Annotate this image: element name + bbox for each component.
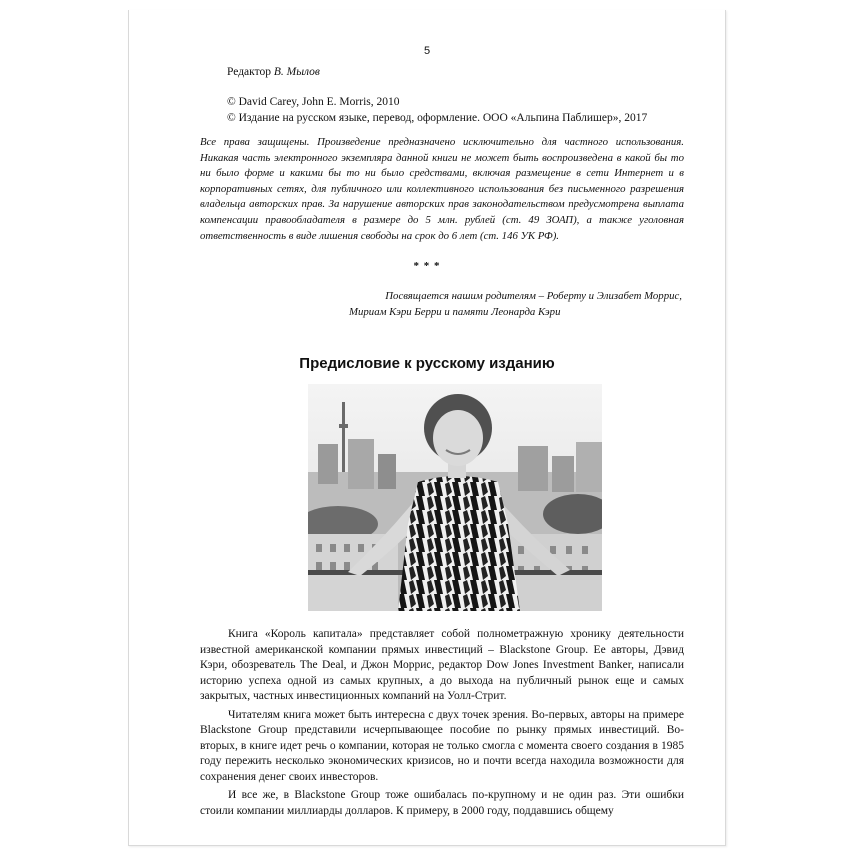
editor-credit: [227, 66, 320, 78]
copyright-line-publisher: © Издание на русском языке, перевод, оформление. ООО «Альпина Паблишер», 2017: [227, 112, 648, 124]
section-separator: * * *: [413, 260, 441, 272]
editor-label: Редактор: [227, 66, 271, 78]
paragraph-3: И все же, в Blackstone Group тоже ошибалась по-крупному и не один раз. Эти ошибки стоили компании миллиарды долларов. К примеру, в 2000 году, поддавшись общему: [200, 789, 684, 817]
editor-name: В. Мылов: [273, 66, 320, 78]
preface-body: [200, 627, 684, 822]
dedication: [309, 289, 682, 320]
copyright-line-authors: © David Carey, John E. Morris, 2010: [227, 96, 400, 108]
dedication-line-1: Посвящается нашим родителям – Роберту и Элизабет Моррис,: [385, 290, 682, 302]
section-title: Предисловие к русскому изданию: [299, 355, 555, 372]
document-page: [128, 10, 726, 846]
rights-notice: Все права защищены. Произведение предназначено исключительно для частного использования. Никакая часть электронного экземпляра данной книги не может быть воспроизведена в какой бы то ни было форме и какими бы то ни было средствами, включая размещение в сети Интернет и в корпоративных сетях, для публичного или коллективного использования без письменного разрешения владельца авторских прав. За нарушение авторских прав законодательством предусмотрена выплата компенсации правообладателя в размере до 5 млн. рублей (ст. 49 ЗОАП), а также уголовная ответственность в виде лишения свободы на срок до 6 лет (ст. 146 УК РФ).: [200, 136, 684, 242]
paragraph-2: Читателям книга может быть интересна с двух точек зрения. Во-первых, авторы на примере Blackstone Group представили исчерпывающее пособие по рынку прямых инвестиций. Во-вторых, в книге идет речь о компании, которая не только смогла с момента своего создания в 1985 году пережить несколько экономических кризисов, но и почти всегда находила возможности для сохранения денег своих инвесторов.: [200, 708, 684, 783]
page-number: 5: [423, 45, 431, 57]
paragraph-1: Книга «Король капитала» представляет собой полнометражную хронику деятельности известной американской компании прямых инвестиций – Blackstone Group. Ее авторы, Дэвид Кэри, обозреватель The Deal, и Джон Моррис, редактор Dow Jones Investment Banker, написали историю успеха одной из самых крупных, а до выхода на публичный рынок еще и самых закрытых, частных инвестиционных компаний на Уолл-Стрит.: [200, 628, 684, 702]
dedication-line-2: Мириам Кэри Берри и памяти Леонарда Кэри: [349, 305, 561, 318]
author-photo: [308, 384, 602, 611]
